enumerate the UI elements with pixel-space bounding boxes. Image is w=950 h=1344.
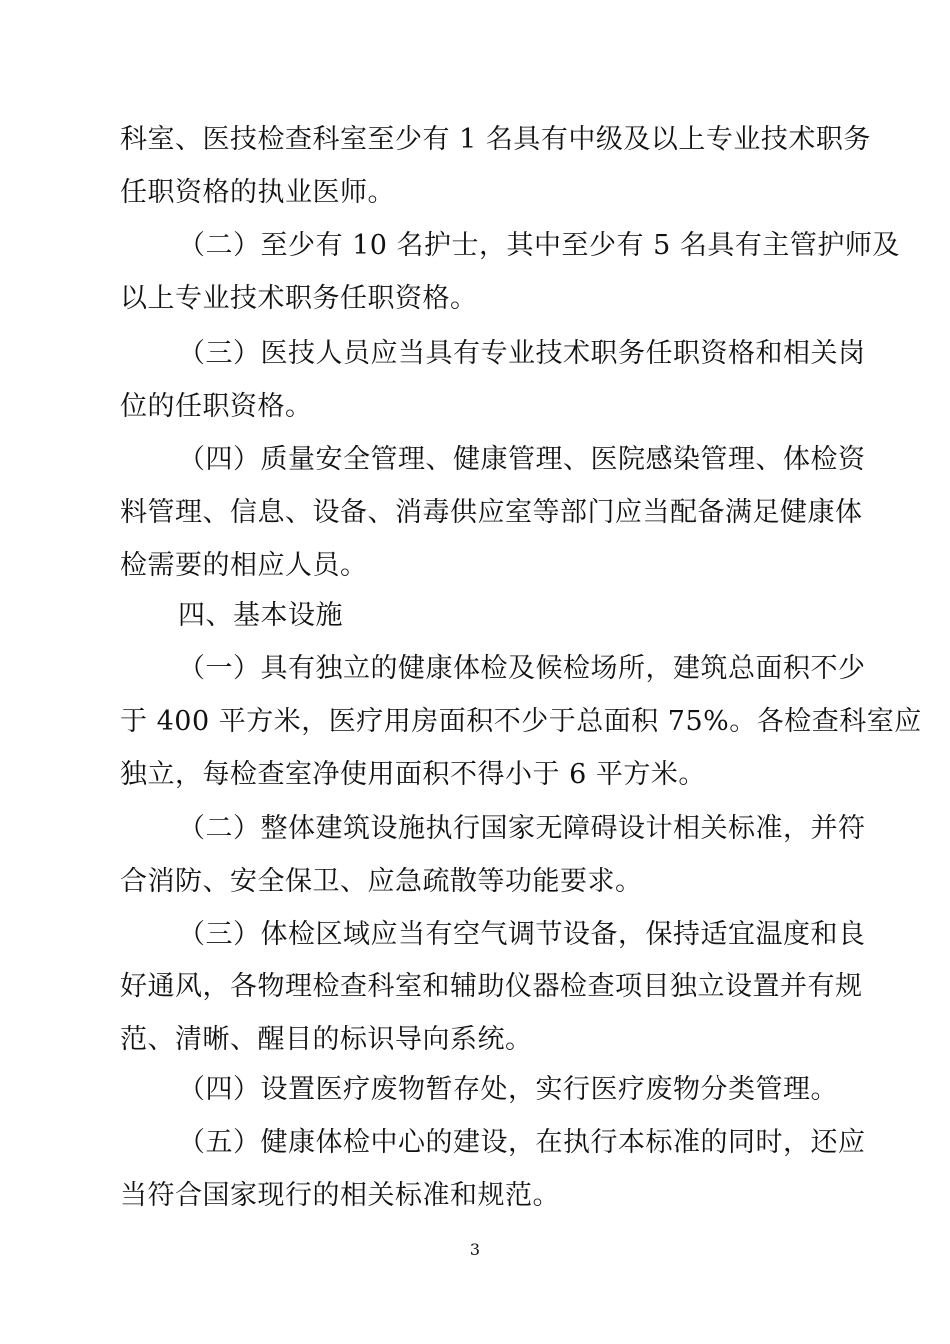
paragraph-start-line: （三）体检区域应当有空气调节设备，保持适宜温度和良 bbox=[178, 919, 866, 950]
text-line: 范、清晰、醒目的标识导向系统。 bbox=[120, 1024, 533, 1055]
paragraph-start-line: （四）设置医疗废物暂存处，实行医疗废物分类管理。 bbox=[178, 1074, 838, 1105]
paragraph-start-line: （一）具有独立的健康体检及候检场所，建筑总面积不少 bbox=[178, 653, 866, 684]
text-line: 料管理、信息、设备、消毒供应室等部门应当配备满足健康体 bbox=[120, 497, 863, 528]
text-line: 科室、医技检查科室至少有 1 名具有中级及以上专业技术职务 bbox=[120, 124, 871, 155]
text-line: 独立，每检查室净使用面积不得小于 6 平方米。 bbox=[120, 759, 706, 790]
section-heading: 四、基本设施 bbox=[178, 600, 343, 631]
text-line: 好通风，各物理检查科室和辅助仪器检查项目独立设置并有规 bbox=[120, 971, 863, 1002]
paragraph-start-line: （二）整体建筑设施执行国家无障碍设计相关标准，并符 bbox=[178, 813, 866, 844]
text-line: 当符合国家现行的相关标准和规范。 bbox=[120, 1180, 560, 1211]
page-number: 3 bbox=[469, 1240, 481, 1259]
paragraph-start-line: （四）质量安全管理、健康管理、医院感染管理、体检资 bbox=[178, 444, 866, 475]
text-line: 于 400 平方米，医疗用房面积不少于总面积 75%。各检查科室应 bbox=[120, 706, 922, 737]
text-line: 任职资格的执业医师。 bbox=[120, 177, 395, 208]
paragraph-start-line: （二）至少有 10 名护士，其中至少有 5 名具有主管护师及 bbox=[178, 230, 900, 261]
text-line: 合消防、安全保卫、应急疏散等功能要求。 bbox=[120, 866, 643, 897]
paragraph-start-line: （三）医技人员应当具有专业技术职务任职资格和相关岗 bbox=[178, 338, 866, 369]
text-line: 以上专业技术职务任职资格。 bbox=[120, 283, 478, 314]
text-line: 位的任职资格。 bbox=[120, 391, 313, 422]
text-line: 检需要的相应人员。 bbox=[120, 550, 368, 581]
paragraph-start-line: （五）健康体检中心的建设，在执行本标准的同时，还应 bbox=[178, 1127, 866, 1158]
